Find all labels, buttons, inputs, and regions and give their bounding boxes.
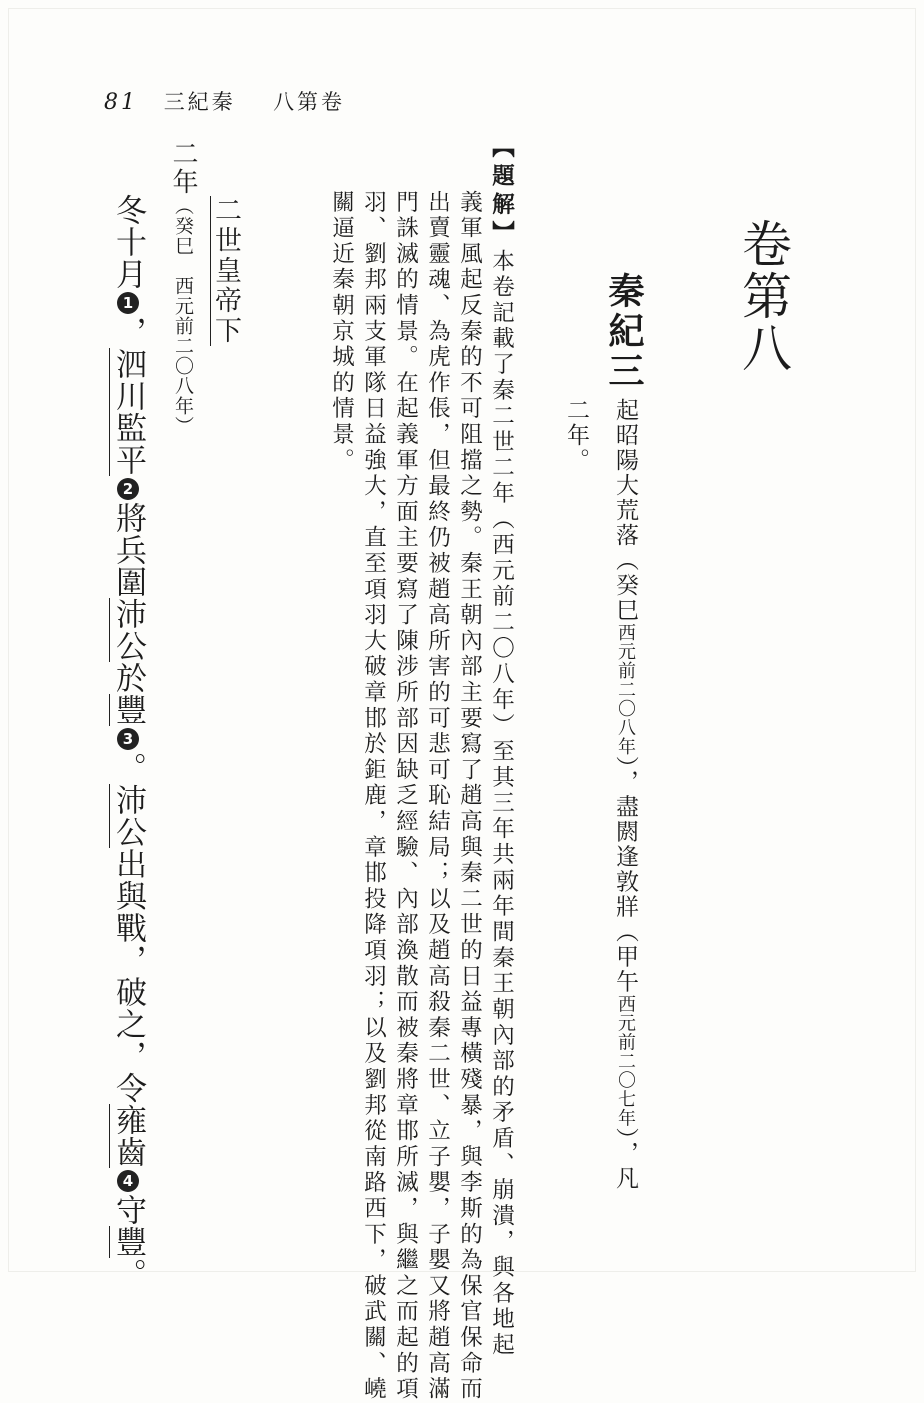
year-heading-note: （癸巳 西元前二〇八年）: [172, 196, 194, 436]
proper-name: 豐: [110, 694, 146, 726]
main-text-segment: ，: [110, 316, 146, 348]
main-text: [110, 194, 146, 1290]
year-heading: [170, 140, 196, 436]
footnote-marker[interactable]: 3: [117, 728, 139, 750]
chapter-range-main: 起昭陽大荒落（癸巳: [612, 398, 638, 623]
main-text-segment: 將兵圍: [110, 502, 146, 598]
chapter-range-line2: 二年。: [563, 398, 589, 473]
proper-name: 沛公: [110, 784, 146, 848]
running-header: [104, 86, 345, 116]
proper-name: 豐: [110, 1226, 146, 1258]
main-text-segment: 於: [110, 662, 146, 694]
intro-line-1: [490, 135, 513, 1358]
proper-name: 泗川監平: [110, 348, 146, 476]
chapter-range-year2: 西元前二〇七年: [615, 994, 636, 1128]
header-section: 三紀秦: [163, 90, 236, 114]
chapter-range-line1: [613, 398, 636, 1191]
intro-line-5: 羽、劉邦兩支軍隊日益強大，直至項羽大破章邯於鉅鹿，章邯投降項羽；以及劉邦從南路西下，破武關、嶢: [360, 190, 387, 1403]
chapter-range-end: ），凡: [612, 1127, 638, 1191]
intro-line-2: 義軍風起反秦的不可阻擋之勢。秦王朝內部主要寫了趙高與秦二世的日益專橫殘暴，與李斯的為保官保命而: [456, 190, 483, 1403]
main-text-segment: 出與戰，破之，令: [110, 848, 146, 1104]
intro-text-1: 本卷記載了秦二世二年（西元前二〇八年）至其三年共兩年間秦王朝內部的矛盾、崩潰，與各地起: [488, 249, 515, 1359]
intro-line-3: 出賣靈魂、為虎作倀，但最終仍被趙高所害的可悲可恥結局；以及趙高殺秦二世、立子嬰，子嬰又將趙高滿: [424, 190, 451, 1403]
main-text-segment: 守: [110, 1194, 146, 1226]
proper-name: 沛公: [110, 598, 146, 662]
proper-name: 雍齒: [110, 1104, 146, 1168]
chapter-range-mid: ），盡閼逢敦牂（甲午: [612, 756, 638, 995]
main-text-segment: 。: [110, 1258, 146, 1290]
intro-tag: 【題解】: [488, 135, 515, 249]
footnote-marker[interactable]: 4: [117, 1170, 139, 1192]
intro-line-6: 關逼近秦朝京城的情景。: [328, 190, 355, 474]
chapter-range-year1: 西元前二〇八年: [615, 623, 636, 756]
main-text-segment: 。: [110, 752, 146, 784]
reign-title: 二世皇帝下: [210, 196, 241, 346]
volume-title: 卷第八: [734, 218, 792, 374]
main-text-segment: 冬十月: [110, 194, 146, 290]
header-volume: 八第卷: [273, 90, 346, 114]
year-heading-main: 二年: [168, 140, 198, 196]
chapter-title: 秦紀三: [603, 272, 645, 392]
footnote-marker[interactable]: 1: [117, 292, 139, 314]
intro-line-4: 門誅滅的情景。在起義軍方面主要寫了陳涉所部因缺乏經驗、內部渙散而被秦將章邯所滅，與繼之而起的項: [392, 190, 419, 1403]
footnote-marker[interactable]: 2: [117, 478, 139, 500]
page-number: 81: [104, 90, 138, 115]
